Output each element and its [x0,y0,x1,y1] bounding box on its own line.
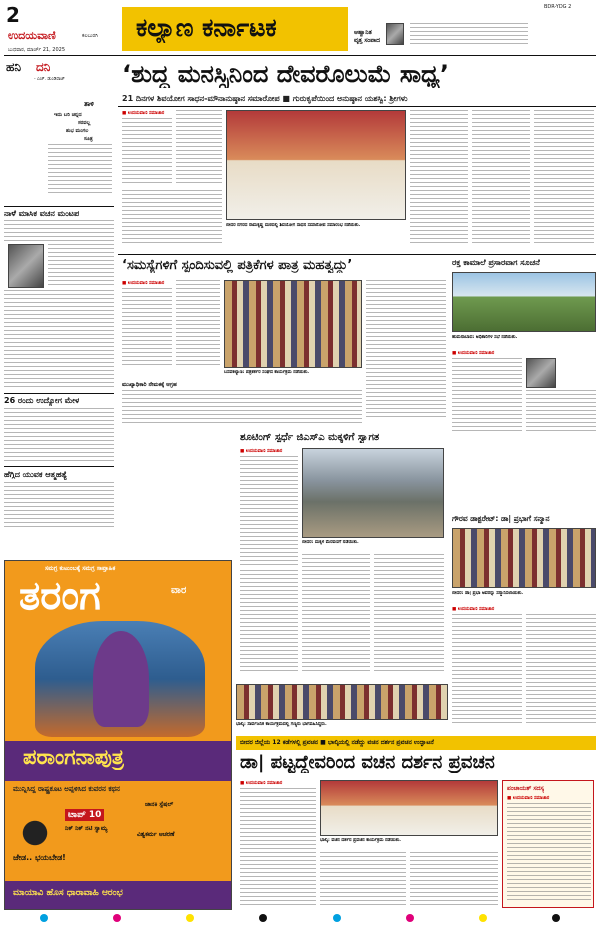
story-right-top-body-1 [452,358,522,434]
story-honor [452,514,596,730]
left-rule-3 [4,466,114,467]
left-rule-2 [4,393,114,394]
poem-line-3: ಶುಭ ಮಂಗಲ [66,128,89,134]
story-honor-body-2 [526,614,596,724]
story-right-top [452,258,596,438]
masthead [4,3,596,59]
lead-body-under-left [122,190,222,246]
story-media-body-1 [122,288,172,368]
story-job-fair-headline: 26 ರಂದು ಉದ್ಯೋಗ ಮೇಳ [4,396,80,405]
story-media-body-2 [176,280,220,368]
reg-mark [113,914,121,922]
lead-body-col-2 [176,110,222,186]
group-photo [236,684,448,720]
story-honor-byline: ■ ಉದಯವಾಣಿ ಸಮಾಚಾರ [452,607,495,612]
story-media-body-3 [366,280,446,420]
story-shooting-body-1 [240,456,298,566]
story-shooting-byline: ■ ಉದಯವಾಣಿ ಸಮಾಚಾರ [240,449,283,454]
left-column [4,60,114,560]
story-alumni-body [4,482,114,530]
reg-mark [479,914,487,922]
story-bottom-byline: ■ ಉದಯವಾಣಿ ಸಮಾಚಾರ [240,781,283,786]
section-banner [122,7,348,51]
story-vachana-mantapa-body [4,220,114,242]
bottom-strip [236,736,596,750]
lead-body-col-3 [410,110,468,246]
reg-mark [259,914,267,922]
story-honor-headline: ಗೌರವ ಡಾಕ್ಟರೇಟ್: ಡಾ| ಪ್ರಭಾಗೆ ಸನ್ಮಾನ [452,514,550,523]
right-tag-2: ವೃತ್ತ ಸಂಪಾದ [354,37,381,44]
ad-figure [93,631,149,727]
story-shooting-body-4 [240,570,298,674]
story-bottom [236,752,596,912]
poem-line-1: ಇದು ಬರಿ ಚಿನ್ನದ [54,112,82,118]
group-photo-caption: ಭಾಲ್ಕಿ: ಸಾರ್ವಜನಿಕ ಕಾರ್ಯಕ್ರಮದಲ್ಲಿ ಗಣ್ಯರು ಭಾಗವಹಿಸಿದ್ದರು. [236,722,327,727]
spider-illustration [13,813,57,853]
masthead-blurb [410,23,528,45]
lead-photo [226,110,406,220]
lead-rule [118,106,596,107]
reg-mark [40,914,48,922]
story-right-top-headline: ರಕ್ತ ಕಾಮಾಲೆ ಪ್ರಸಾರವಾಗ ಸೂಚನೆ [452,258,540,267]
ad-item-1: ನಿಕ್ ನಿಕ್ ನಟಿ ಸ್ವಾಮ್ಯ [65,825,108,832]
ad-tagline: ಸಮಗ್ರ ಕುಟುಂಬಕ್ಕೆ ಸಮಗ್ರ ಸಾಪ್ತಾಹಿಕ [45,565,116,572]
ad-item-2: ವಿಶ್ವಕರ್ಮ ಆಚರಣೆ [137,831,175,838]
ad-top10: ಟಾಪ್ 10 [65,809,104,821]
box-right-body [507,803,591,903]
story-bottom-body-1 [240,788,316,908]
story-right-top-body-2 [526,390,596,434]
story-alumni-headline: ಹೆಗ್ಗಿದ ಯುವಕ ಆತ್ಮಹತ್ಯೆ [4,470,68,479]
poem-line-4: ಸೂತ್ರ [84,136,93,142]
story-media-headline: ‘ಸಮಸ್ಯೆಗಳಿಗೆ ಸ್ಪಂದಿಸುವಲ್ಲಿ ಪತ್ರಿಕೆಗಳ ಪಾತ್ರ ಮಹತ್ವದ್ದು’ [122,258,353,273]
corner-code: BDR-YDG 2 [544,4,572,10]
story-shooting-caption: ಬೀದರ: ಮಕ್ಕಳ ಮೆರವಣಿಗೆ ನಡೆಯಿತು. [302,540,359,545]
issue-date: ಬುಧವಾರ, ಮಾರ್ಚ್ 21, 2025 [8,47,66,53]
reg-mark [333,914,341,922]
lead-story [118,60,596,252]
lead-subhead: 21 ದಿನಗಳ ಶಿವಯೋಗ ಸಾಧನ-ಮೌನಾನುಷ್ಠಾನ ಸಮಾರೋಪ ■ ಗುರುಕೃಪೆಯಿಂದ ಅನುಷ್ಠಾನ ಯಶಸ್ವಿ: ಶ್ರೀಗಳು [122,94,408,103]
story-right-top-byline: ■ ಉದಯವಾಣಿ ಸಮಾಚಾರ [452,351,495,356]
ad-weekday: ವಾರ [171,585,187,596]
print-registration-marks [40,914,560,922]
brand-hani: ಹನಿ [6,60,21,74]
poem-body [48,144,112,196]
story-media-caption: ಬಸವಕಲ್ಯಾಣ: ಪತ್ರಕರ್ತರ ಸಂಘದ ಕಾರ್ಯಕ್ರಮ ನಡೆಯಿತು. [224,370,310,375]
page-number: 2 [6,3,20,27]
left-rule-1 [4,206,114,207]
story-bottom-headline: ಡಾ| ಪಟ್ಟದ್ದೇವರಿಂದ ವಚನ ದರ್ಶನ ಪ್ರವಚನ [240,752,495,773]
ad-serial-title: ಪರಾಂಗನಾಪುತ್ರ [23,745,124,769]
rule-below-lead [118,254,596,255]
lead-byline: ■ ಉದಯವಾಣಿ ಸಮಾಚಾರ [122,111,165,116]
magazine-ad[interactable] [4,560,232,910]
ad-brand: ತರಂಗ [19,573,101,619]
lead-body-col-5 [534,110,594,246]
lead-body-col-4 [472,110,530,246]
poem-title: ತಾಳಿ [84,100,94,108]
section-title: ಕಲ್ಯಾಣ ಕರ್ನಾಟಕ [136,13,277,42]
story-bottom-body-2 [320,852,406,908]
story-media-subhead: ಮುಖ್ಯಾಧಿಕಾರಿ ನೇಮಕಕ್ಕೆ ಆಗ್ರಹ [122,382,177,388]
story-bottom-caption: ಭಾಲ್ಕಿ: ವಚನ ದರ್ಶನ ಪ್ರವಚನ ಕಾರ್ಯಕ್ರಮ ನಡೆಯಿತು. [320,838,401,843]
author-credit: - ಎಚ್. ಡುಂಡಿರಾಜ್ [34,77,65,82]
lead-caption: ಬೀದರ ನಗರದ ರಾಮಕೃಷ್ಣ ಮಠದಲ್ಲಿ ಶಿವಯೋಗ ಸಾಧನ ಸಮಾರೋಪ ಸಮಾರಂಭ ನಡೆಯಿತು. [226,223,361,228]
story-honor-body-1 [452,614,522,724]
reg-mark [552,914,560,922]
box-right [502,780,594,908]
lead-body-col-1 [122,118,172,186]
ad-footer: ಮಾಯಾವಿ ಹೊಸ ಧಾರಾವಾಹಿ ಆರಂಭ [13,888,123,898]
story-media-byline: ■ ಉದಯವಾಣಿ ಸಮಾಚಾರ [122,281,165,286]
poem-line-2: ಸರವಲ್ಲ [78,120,91,126]
author-photo [386,23,404,45]
reg-mark [186,914,194,922]
story-right-top-inset-photo [526,358,556,388]
story-bottom-photo [320,780,498,836]
person-photo [8,244,44,288]
story-shooting-body-3 [374,554,444,674]
story-honor-caption: ಬೀದರ: ಡಾ| ಪ್ರಭಾ ಅವರನ್ನು ಸನ್ಮಾನಿಸಲಾಯಿತು. [452,591,524,596]
story-right-top-photo [452,272,596,332]
box-right-title: ಪಂಚಾಯತ್ ಸದಸ್ಯ [507,785,545,792]
story-honor-photo [452,528,596,588]
story-shooting-photo [302,448,444,538]
story-vachana-mantapa-body-3 [4,290,114,390]
story-media [118,258,448,430]
box-right-byline: ■ ಉದಯವಾಣಿ ಸಮಾಚಾರ [507,796,550,801]
brand-dani: ದನಿ [36,60,51,74]
story-bottom-body-3 [410,852,498,908]
story-shooting-headline: ಶೂಟಿಂಗ್ ಸ್ಪರ್ಧೆ ಜಿಎಸ್ಎ ಮಕ್ಕಳಿಗೆ ಸ್ವಾಗತ [240,432,380,443]
right-tag: ಆಹ್ವಾನಿತ [354,29,372,36]
paper-name: ಉದಯವಾಣಿ [8,29,56,42]
ad-serial-subtitle: ಮುನ್ನಿಸಿದ್ದ ರಾಷ್ಟ್ರಕೂಟ ಅಪ್ಪಳಿಸಿದ ಕುವರನ ಕಥನ [13,785,120,793]
story-media-body-4 [122,390,362,424]
edition-label: ಕಲಬುರಗಿ [82,33,98,39]
ad-spider-text: ಜೇಡ.. ಭಯಬೇಡ! [13,853,66,862]
story-media-photo [224,280,362,368]
story-right-top-caption: ಹುಮನಾಬಾದ: ಅಧಿಕಾರಿಗಳ ಸಭೆ ನಡೆಯಿತು. [452,335,518,340]
story-job-fair-body [4,408,114,464]
ad-item-3: ಜಾನಕಿ ಸ್ಪೆಷಲ್ [145,801,174,808]
reg-mark [406,914,414,922]
bottom-strip-text: ಬೀದರ ಜಿಲ್ಲೆಯ 12 ಕಡೆಗಳಲ್ಲಿ ಪ್ರವಚನ ■ ಭಾಲ್ಕಿಯಲ್ಲಿ ನಡೆದ್ದು ವಚನ ದರ್ಶನ ಪ್ರವಚನ ಉದ್ಘಾಟನೆ [240,739,434,746]
story-vachana-mantapa-body-2 [48,244,114,288]
story-shooting-body-2 [302,554,370,674]
story-vachana-mantapa-headline: ನಾಳೆ ಮಾಸಿಕ ವಚನ ಮಂಟಪ [4,209,80,218]
lead-headline: ‘ಶುದ್ಧ ಮನಸ್ಸಿನಿಂದ ದೇವರೊಲುಮೆ ಸಾಧ್ಯ’ [122,60,449,88]
masthead-rule [4,55,596,56]
story-shooting [236,432,448,680]
